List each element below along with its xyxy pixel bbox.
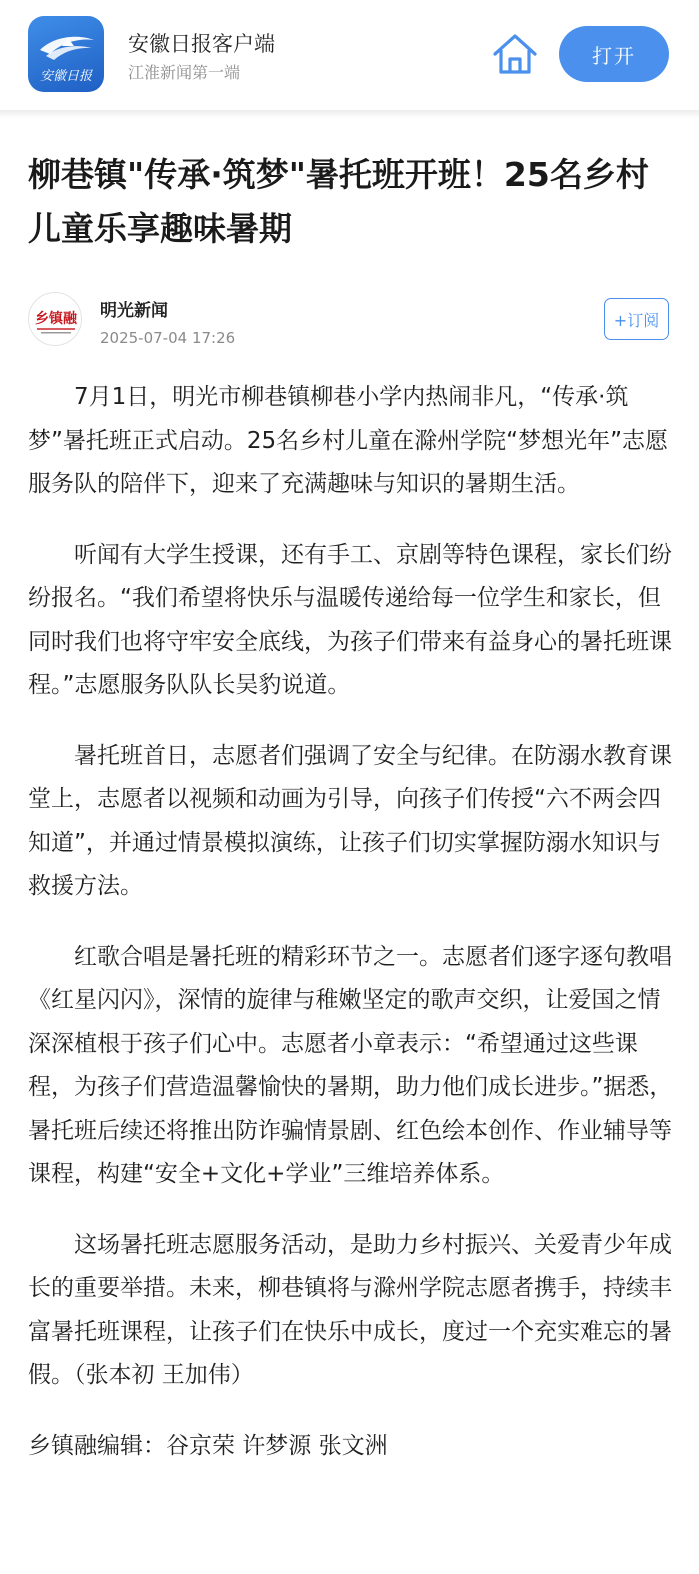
svg-text:安徽日报: 安徽日报: [39, 69, 93, 84]
app-slogan: 江淮新闻第一端: [128, 63, 241, 82]
paragraph: 暑托班首日，志愿者们强调了安全与纪律。在防溺水教育课堂上，志愿者以视频和动画为引导，向孩子们传授“六不两会四知道”，并通过情景模拟演练，让孩子们切实掌握防溺水知识与救援方法。: [28, 742, 672, 899]
paragraph: 红歌合唱是暑托班的精彩环节之一。志愿者们逐字逐句教唱《红星闪闪》，深情的旋律与稚嫩坚定的歌声交织，让爱国之情深深植根于孩子们心中。志愿者小章表示：“希望通过这些课程，为孩子们营造温馨愉快的暑期，助力他们成长进步。”据悉，暑托班后续还将推出防诈骗情景剧、红色绘本创作、作业辅导等课程，构建“安全+文化+学业”三维培养体系。: [28, 943, 673, 1187]
app-logo[interactable]: [28, 16, 104, 92]
author-avatar[interactable]: [28, 292, 82, 346]
paragraph: 7月1日，明光市柳巷镇柳巷小学内热闹非凡，“传承·筑梦”暑托班正式启动。25名乡村儿童在滁州学院“梦想光年”志愿服务队的陪伴下，迎来了充满趣味与知识的暑期生活。: [28, 384, 669, 497]
open-app-button[interactable]: 打开: [559, 26, 669, 82]
article-body: [28, 376, 673, 1468]
home-button[interactable]: [491, 30, 539, 78]
editor-credit: 乡镇融编辑：谷京荣 许梦源 张文洲: [28, 1432, 388, 1459]
app-banner: [0, 0, 699, 110]
paragraph: 这场暑托班志愿服务活动，是助力乡村振兴、关爱青少年成长的重要举措。未来，柳巷镇将与滁州学院志愿者携手，持续丰富暑托班课程，让孩子们在快乐中成长，度过一个充实难忘的暑假。（张本初 王加伟）: [28, 1231, 672, 1388]
svg-text:乡镇融: 乡镇融: [35, 311, 77, 327]
author-logo-icon: [29, 293, 82, 346]
app-name: 安徽日报客户端: [128, 32, 275, 56]
header-divider: [0, 110, 699, 118]
home-icon: [491, 30, 539, 78]
author-name[interactable]: 明光新闻: [100, 301, 168, 321]
publish-time: 2025-07-04 17:26: [100, 329, 236, 347]
paragraph: 听闻有大学生授课，还有手工、京剧等特色课程，家长们纷纷报名。“我们希望将快乐与温暖传递给每一位学生和家长，但同时我们也将守牢安全底线，为孩子们带来有益身心的暑托班课程。”志愿服务队队长吴豹说道。: [28, 541, 672, 698]
subscribe-button[interactable]: +订阅: [604, 298, 669, 340]
article-title: 柳巷镇"传承·筑梦"暑托班开班！25名乡村儿童乐享趣味暑期: [28, 155, 649, 248]
newspaper-logo-icon: [28, 16, 104, 92]
